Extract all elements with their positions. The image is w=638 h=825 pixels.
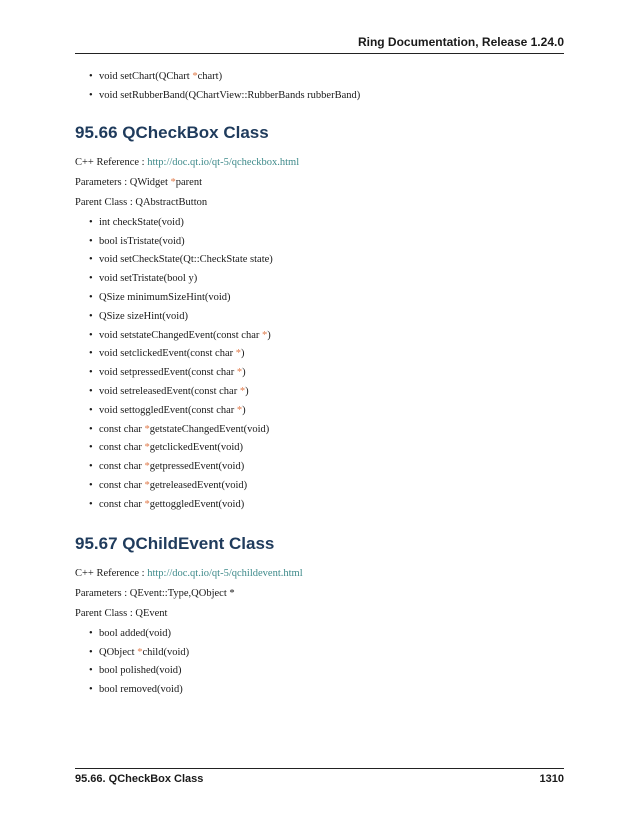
bullet-icon: • [89, 310, 93, 322]
method-text: void setreleasedEvent(const char [99, 385, 240, 397]
method-text: getstateChangedEvent(void) [149, 423, 270, 435]
bullet-icon: • [89, 89, 93, 101]
bullet-icon: • [89, 291, 93, 303]
method-text: void setstateChangedEvent(const char [99, 329, 262, 341]
bullet-icon: • [89, 348, 93, 360]
list-item [75, 646, 564, 659]
method-text: bool polished(void) [99, 665, 182, 677]
pointer-star: * [137, 646, 143, 658]
pointer-star: * [144, 461, 150, 473]
bullet-icon: • [89, 385, 93, 397]
pointer-star: * [239, 385, 246, 397]
list-item [75, 385, 564, 398]
list-item [75, 235, 564, 248]
bullet-icon: • [89, 273, 93, 285]
parent-class: Parent Class : QEvent [75, 607, 168, 619]
method-text: void setCheckState(Qt::CheckState state) [99, 254, 273, 266]
list-item [75, 70, 564, 83]
cpp-reference [75, 156, 564, 169]
qchildevent-method-list [75, 627, 564, 696]
list-item [75, 664, 564, 677]
method-text: ) [242, 367, 246, 379]
list-item [75, 479, 564, 492]
header-rule [75, 53, 564, 54]
list-item [75, 460, 564, 473]
cpp-reference [75, 567, 564, 580]
method-text: void setclickedEvent(const char [99, 348, 236, 360]
cpp-reference-label: C++ Reference : [75, 567, 148, 579]
section-heading-qcheckbox: 95.66 QCheckBox Class [75, 122, 269, 142]
running-footer [75, 773, 564, 789]
method-text: const char [99, 442, 145, 454]
cpp-reference-link[interactable]: http://doc.qt.io/qt-5/qchildevent.html [147, 567, 303, 579]
method-text: ) [241, 348, 245, 360]
method-text: void setTristate(bool y) [99, 273, 198, 285]
pointer-star: * [192, 71, 198, 82]
running-header [75, 35, 564, 51]
method-text: void setRubberBand(QChartView::RubberBands rubberBand) [99, 89, 361, 101]
page-content [75, 70, 564, 702]
list-item [75, 441, 564, 454]
footer-section: 95.66. QCheckBox Class [75, 773, 204, 785]
page-number: 1310 [539, 773, 564, 785]
pointer-star: * [170, 176, 176, 188]
method-text: ) [245, 385, 249, 397]
method-text: getclickedEvent(void) [149, 442, 244, 454]
list-item [75, 347, 564, 360]
bullet-icon: • [89, 216, 93, 228]
list-item [75, 310, 564, 323]
parameters-text: Parameters : QWidget [75, 176, 171, 188]
method-text: ) [242, 404, 246, 416]
pointer-star: * [236, 404, 243, 416]
list-item [75, 216, 564, 229]
pointer-star: * [144, 479, 150, 491]
list-item [75, 683, 564, 696]
parent-class: Parent Class : QAbstractButton [75, 196, 208, 208]
method-text: bool added(void) [99, 627, 172, 639]
parameters-name: parent [175, 176, 203, 188]
method-text: child(void) [142, 646, 190, 658]
list-item [75, 253, 564, 266]
method-text: chart) [197, 71, 223, 82]
method-text: getpressedEvent(void) [149, 461, 245, 473]
method-text: int checkState(void) [99, 216, 184, 228]
bullet-icon: • [89, 71, 93, 82]
bullet-icon: • [89, 254, 93, 266]
list-item [75, 89, 564, 102]
method-text: void settoggledEvent(const char [99, 404, 237, 416]
section-heading-qchildevent: 95.67 QChildEvent Class [75, 533, 275, 553]
pointer-star: * [262, 329, 268, 341]
bullet-icon: • [89, 235, 93, 247]
list-item [75, 272, 564, 285]
bullet-icon: • [89, 461, 93, 473]
bullet-icon: • [89, 498, 93, 510]
footer-rule [75, 768, 564, 769]
parameters [75, 587, 564, 600]
pointer-star: * [236, 367, 243, 379]
list-item [75, 366, 564, 379]
parameters [75, 176, 564, 189]
bullet-icon: • [89, 423, 93, 435]
header-title: Ring Documentation, Release 1.24.0 [357, 35, 564, 49]
method-text: QObject [99, 646, 138, 658]
method-text: const char [99, 461, 145, 473]
method-text: getreleasedEvent(void) [149, 479, 248, 491]
bullet-icon: • [89, 329, 93, 341]
bullet-icon: • [89, 627, 93, 639]
method-text: const char [99, 498, 145, 510]
method-text: void setpressedEvent(const char [99, 367, 237, 379]
pointer-star: * [144, 423, 150, 435]
list-item [75, 423, 564, 436]
list-item [75, 329, 564, 342]
intro-method-list [75, 70, 564, 102]
pointer-star: * [144, 498, 150, 510]
parameters-text: Parameters : QEvent::Type,QObject * [75, 587, 235, 599]
method-text: void setChart(QChart [99, 71, 193, 82]
bullet-icon: • [89, 442, 93, 454]
list-item [75, 627, 564, 640]
cpp-reference-link[interactable]: http://doc.qt.io/qt-5/qcheckbox.html [147, 156, 300, 168]
bullet-icon: • [89, 367, 93, 379]
method-text: QSize sizeHint(void) [99, 310, 188, 322]
pointer-star: * [144, 442, 150, 454]
method-text: ) [267, 329, 271, 341]
pointer-star: * [235, 348, 241, 360]
method-text: bool removed(void) [99, 684, 183, 696]
method-text: gettoggledEvent(void) [149, 498, 245, 510]
cpp-reference-label: C++ Reference : [75, 156, 148, 168]
list-item [75, 498, 564, 511]
method-text: QSize minimumSizeHint(void) [99, 291, 231, 303]
list-item [75, 404, 564, 417]
list-item [75, 291, 564, 304]
method-text: bool isTristate(void) [99, 235, 185, 247]
method-text: const char [99, 423, 145, 435]
bullet-icon: • [89, 479, 93, 491]
method-text: const char [99, 479, 145, 491]
bullet-icon: • [89, 404, 93, 416]
bullet-icon: • [89, 646, 93, 658]
qcheckbox-method-list [75, 216, 564, 511]
bullet-icon: • [89, 665, 93, 677]
bullet-icon: • [89, 684, 93, 696]
